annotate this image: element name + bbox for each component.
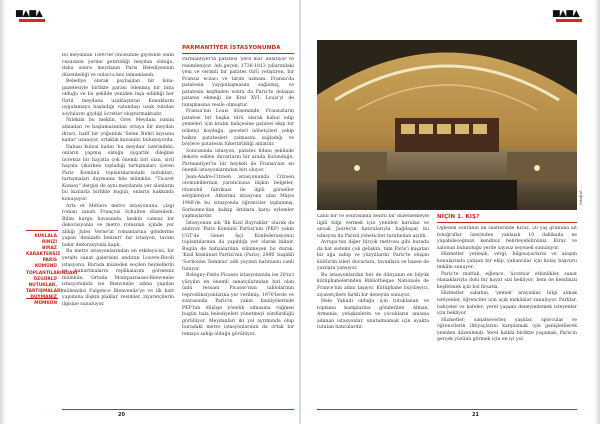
paragraph: Arts et Métiers metro istasyonunu, çizgi roman sanatı François Schuiten düzenledi. Bilim kurgu havasında, keskin camsız bir dekorasyonla ve metro rotasının içinde yer aldığı Jules Verne'in romanlarına gönderme yapan 'denizaltı benzeri' bir istasyon, tavanı bakır dekorasyonla kaplı.	[62, 203, 174, 248]
paragraph: Hizmetler sabahın, 'yemek' arayanlar, bilgi almak isteyenler, öğrenciler için açık mekânlar sunuluyor. Parklar, bahçeler ve kafeler; yerel yaşamı deneyimlemek isteyenler için bekliyor.	[437, 291, 577, 317]
paragraph: Hizmetler yerleşik, vergi, bilgisayarların ve ulaşım konularında çalışan bir ekip, yabancılar için kolay başvuru imkânı sunuyor.	[437, 252, 577, 271]
paragraph: Jean-Andre-Citroen istasyonunda Citroen otomobillerinin yaratıcısına ilişkin belgeler, otomobil fabrikası ile ilgili görseller sergileniyor. Aktarma istasyonu olan Mayıs 1968'de bu istasyonda öğrenciler toplanmış, Sorbonne'dan kalkıp iktidara karşı eylemler yapmışlardır.	[182, 174, 294, 220]
magazine-logo-right	[552, 9, 586, 23]
col2-heading-rule	[182, 53, 294, 54]
paragraph: Belediye olarak paylaşılan bir bina-gazetesiyle birlikte parası ödenmiş bir bina olduğu ve bu şekilde yeniden inşa edildiği her türlü meydana uzaklaştıran Konukların uygulamaya başladığı vatandaşı uzak tutulan soyluların giydiği ücretler oluşturmaktadır.	[62, 79, 174, 117]
left-column-2	[182, 57, 294, 339]
right-page-edge	[594, 0, 600, 424]
paragraph: Hele Yahudi olduğu için tutuklanan ve toplama kamplarına gönderilen Alman, Armenia, yetişkinlerin ve çocukların anısına adanan istasyonlar, unutulmamak için ayakta tutulan hatıralardır.	[317, 299, 429, 331]
paragraph: Bu metro istasyonlarından en etkileyicisi, bir yeraltı sanat galerisini andıran Louvre-Rivoli istasyonu. Burada müzeden seçilen heykellerin ve kabartmaların replikalarını görmeniz mümkün. Ortada Montparnasse-Bienvenüe istasyonunda ise Bienvenüe adına yapılan mühendisi Fulgence Bienvenüe'ye ve ilk hatt yapımına ilişkin plaklar, resimler, ziyaretçilerin ilgisine sunuluyor.	[62, 249, 174, 307]
paragraph: Lalili bir ve sonrasında belirli bir düzenlemeyle ilgili bilgi vermek için yeniden kurulan ve ancak Jaurès'in hatıralarıyla bağdaşan bu istasyon da Parisli yöneticiler tarafından açıldı.	[317, 214, 429, 239]
right-footer-rule	[317, 409, 577, 410]
magazine-logo-left	[15, 9, 49, 23]
col4-heading-rule	[437, 222, 577, 223]
right-column-2	[437, 226, 577, 344]
paragraph: İstasyonun adı 'Ilk Kızıl Bayraklar' olarak da anılıyor. Paris Komünü Partisi'nin (PKP) yakın CGT'de Genel İşçi Konfederasyonu) toplantılarının da yapıldığı yer olarak bilinir. Bugün de hafızalardan silinmeyen bu durak, 'Kızıl Komünist Partisi'nin (Paris), 2006' başlıklı 'Sorbonne Temmuz' adlı yayının hatırasını canlı tutuyor.	[182, 220, 294, 272]
paragraph: Fransa'nın Louis döneminde, Fransızların patatesi bir başka türü olarak kabul edip yemeleri için kralın bahçesine patates ekip bir nöbetçi koyduğu, geceleri nöbetçileri çekip halkın patatesleri çalmasını sağladığı ve böylece patatesin tükettirildiği anlatılır.	[182, 109, 294, 148]
paragraph: Sonrasında istasyon, patates fidanı şeklinde dekore edilen duvarların bir arada bulunduğu, Parmantiyer'in bir heykeli ile Fransa'nın en önemli istasyonlarından biri oluyor.	[182, 148, 294, 174]
paragraph: bu meydanın 1800'ler öncesinde giyotinle ölüm cezasının yerine getirildiği meydan olduğu, daha sonra meydanın Paris Belediyesinin düzenlediği ve onlarca kez tamamlandı.	[62, 53, 174, 78]
photo-credit: Fotoğraf: .....	[579, 183, 583, 205]
sidebar-rule-top	[26, 230, 58, 231]
logo-bar	[556, 19, 582, 22]
page-fold	[299, 0, 301, 424]
paragraph: Bu istasyonlardan biri de dünyanın en büyük kütüphanelerinden Bibliothèque Nationale de France'nin adını taşıyor. Kütüphane büyüleyici, ziyaretçilere farklı bir deneyim sunuyor.	[317, 272, 429, 298]
paragraph: Hizmetler; sanatseverler, yaşlılar, sporcular ve öğrencilerin ihtiyaçlarını karşılamak için genişletilerek yeniden düzenlendi. Yerel halkla birlikte yaşamak, Paris'in gerçek yüzünü görmek için en iyi yol.	[437, 317, 577, 343]
metro-station-photo	[317, 40, 577, 210]
left-column-1	[62, 53, 174, 308]
paragraph: Nitekim bu meklin, Grev Meydanı ismini almadan ve başlamasından ortaya bir meydan ihracı, hafif bir yoğunluk 'Seine Nehri kıyısına kadar' uzanıyor, ortaklık kazanılır, bulunuyordu.	[62, 118, 174, 144]
paragraph: Parmantiyer'in patatesi 'yerli mal' anlatıyor ve resimleniyor. Adı geçen, 1736-1813 yıllarındaki yeni ve verimli bir patates türü yetiştiren, bir Fransız eczacı ve tarım uzmanı. Fransa'da patatesin yaygınlaşmasını sağlamış, ve patatesin keşfinden sonra da Paris'te dolaşan patates ekmeği ile Kral XVI. Louis'yi de tanışmasına vesile olmuştur.	[182, 57, 294, 108]
metro-tunnel-illustration	[317, 40, 577, 210]
paragraph: Dahası kutsal kadın 'bu meydan' üzerindeki, onların yapmış olduğu uygarlık dileğine ücretsiz bir hayatla çok önemli biri olan, sivil hayata çıkarken topladığı tartışmaları içeren Paris Komünü toplantılarındaki nutukları, tartışmaları duymanız bile mümkün. "Ticaret Konsey" dergisi de aynı meydanda yer alanların bu kızılarla birlikte bugün, onların hakkında konuşuyor.	[62, 144, 174, 203]
paragraph: Paris'te mutfak, eğlence, 'ücretsiz' etkinlikler, sanat olanaklarıyla dolu bir hayat sizi bekliyor; hem de kendinizi keşfetmek için bol fırsatla.	[437, 271, 577, 290]
sidebar-quote: KUKLALA RINIZI BIRAZ KARAKTERSIZ PARIS KOMÜNÜ TOPLANTILARINDAKI ÖZGÜRLÜ NUTUKLAR, TARTIŞMALARI MÜMKÜN	[26, 234, 78, 307]
col4-heading: NİÇİN 1. KIŞ?	[437, 214, 480, 220]
paragraph: Öğleden sonranın ilk saatlerinde Kiraz, 50 yaş grubuna ait fotoğraflar üzerinden yaklaşık 10 dakikada ne yapabileceğinizi kendiniz belirleyebilirsiniz. Kiraz ve salonun bulunduğu yerde sayısız seçenek sunuluyor.	[437, 226, 577, 251]
left-footer-rule	[62, 409, 294, 410]
paragraph: Avrupa'nın diğer birçok metrosu gibi burada da hat sistemi çok gelişkin, tüm Paris'i kuşatan bir ağa sahip ve yüzyıllardır Paris'te oluşan kültürün izleri duvarlara, tavanlara ve bazen de yazılara yansıyor.	[317, 240, 429, 272]
paragraph: Bobigny-Pablo Picasso istasyonunda ise 20'nci yüzyılın en önemli sanatçılarından biri olan ünlü ressam Picasso'nun tablolarının reprodüksiyonlarına yer verilmiş. 1970'lerde ve sonrasında Paris'in yakın banliyölerinde PKP'nin düşüşe yönelik olmasına rağmen bugün hala belediyeleri yönetmeyi sürdürdüğü görülüyor. Meydanları iki yol ayrımında olup buradaki metro istasyonlarının da ortak bir temaya sahip olduğu görülüyor.	[182, 273, 294, 337]
logo-figures-icon: ■▲■▲	[552, 9, 579, 19]
col2-heading: PARMANTİYER İSTASYONUNDA	[182, 45, 281, 51]
left-page-number: 20	[118, 412, 125, 418]
logo-bar	[19, 19, 45, 22]
logo-figures-icon: ■▲■▲	[15, 9, 42, 19]
sidebar-rule-bottom	[26, 298, 58, 299]
right-page-number: 21	[472, 412, 479, 418]
right-column-1	[317, 214, 429, 332]
left-page-edge	[0, 0, 6, 424]
